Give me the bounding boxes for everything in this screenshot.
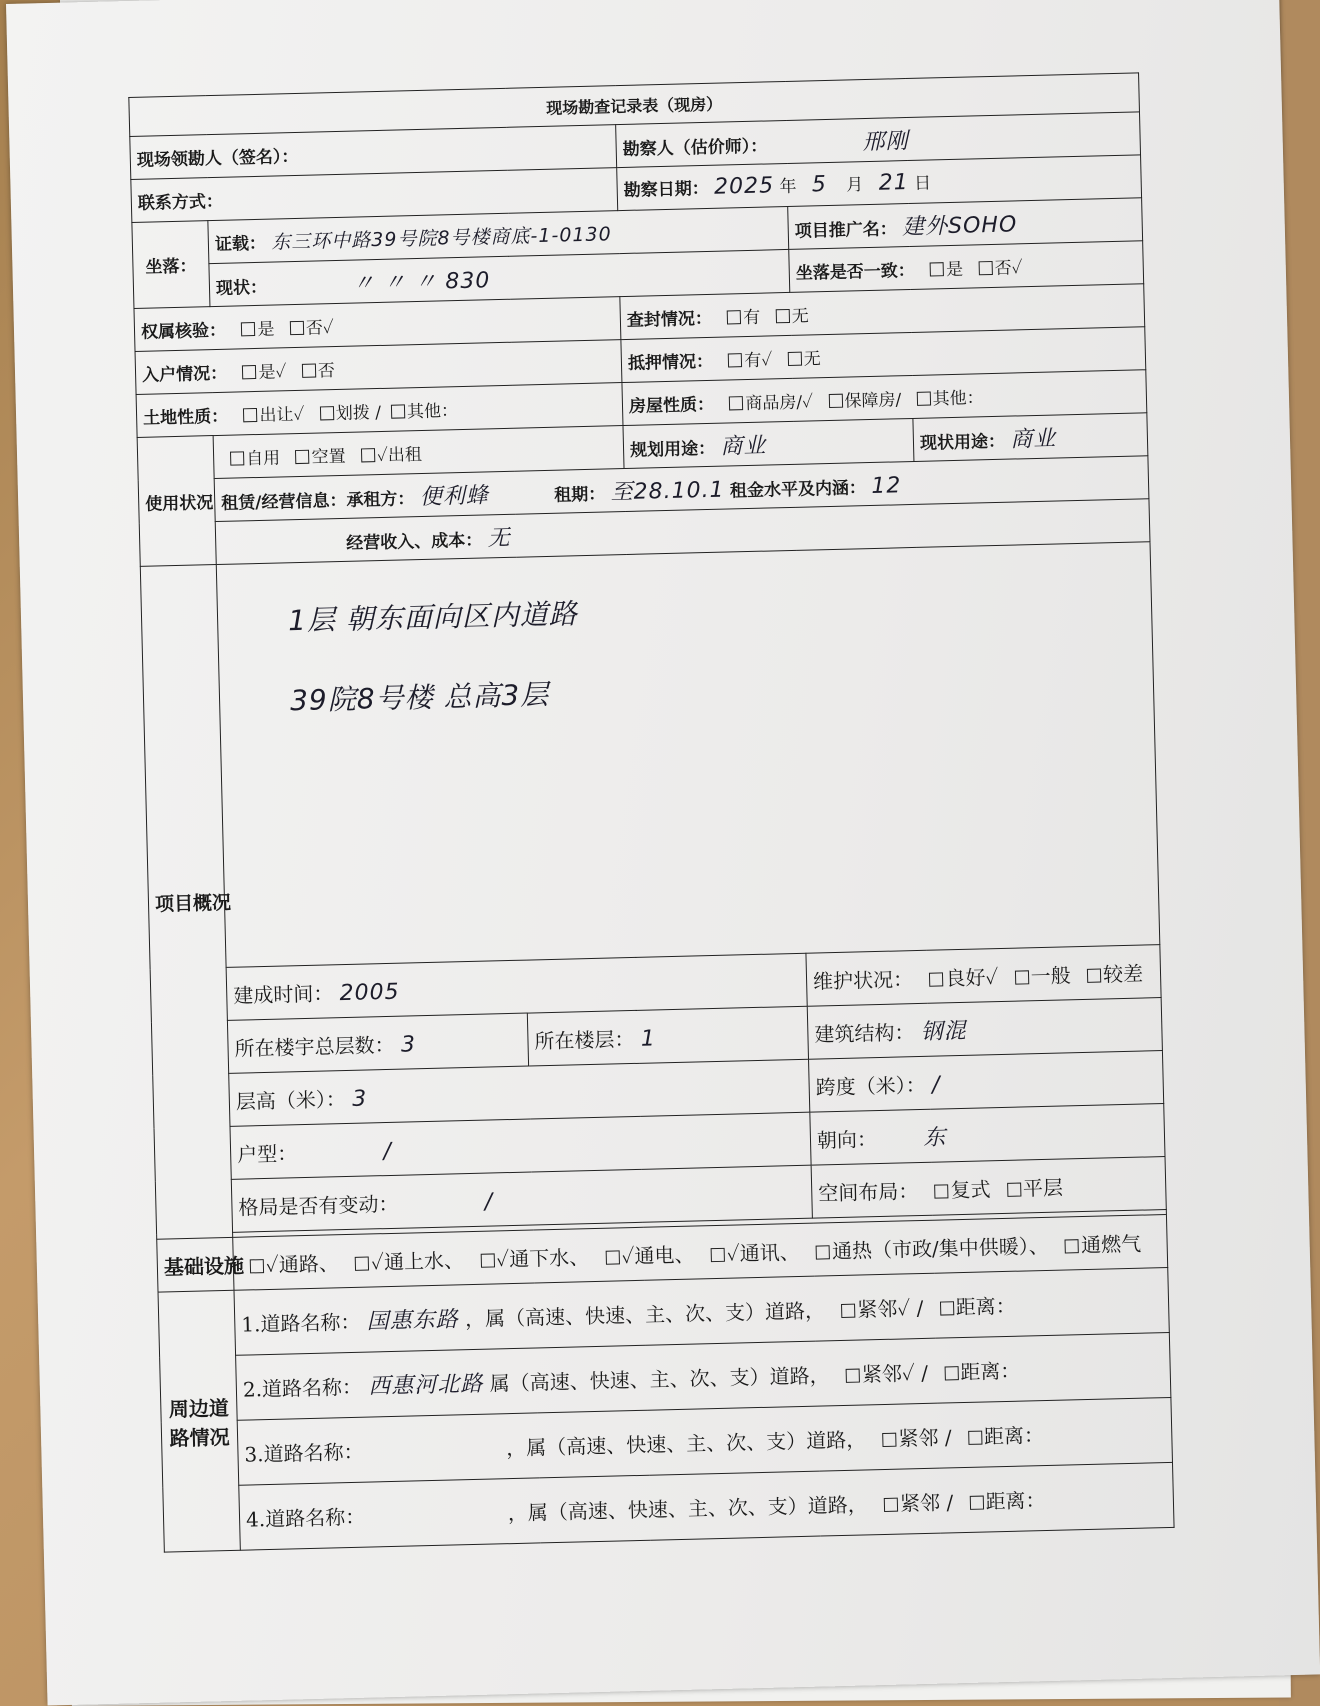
actual-use-field[interactable] bbox=[913, 413, 1148, 462]
seal-no-checkbox[interactable] bbox=[775, 308, 789, 322]
actual-value: 〃 〃 〃 830 bbox=[352, 267, 491, 297]
overview-line-1: 1层 朝东面向区内道路 bbox=[287, 597, 579, 638]
road-3-distance-checkbox[interactable] bbox=[968, 1430, 982, 1444]
road-1-adjacent-checkbox[interactable] bbox=[841, 1303, 855, 1317]
road-4-distance-checkbox[interactable] bbox=[969, 1495, 983, 1509]
day-unit: 日 bbox=[913, 173, 932, 194]
check-mark-icon: ✓ bbox=[801, 391, 814, 413]
road-3-adjacent-checkbox[interactable] bbox=[882, 1432, 896, 1446]
seal-label: 查封情况： bbox=[626, 308, 713, 331]
space-layout-field bbox=[811, 1157, 1166, 1219]
infra-telecom-label: 通讯、 bbox=[739, 1239, 800, 1265]
road-1-num: 1. bbox=[241, 1311, 261, 1337]
infra-road-label: 通路、 bbox=[278, 1250, 340, 1277]
overview-label: 项目概况 bbox=[140, 565, 232, 1240]
maint-normal-label: 一般 bbox=[1030, 962, 1071, 988]
road-2-name-label: 道路名称： bbox=[261, 1374, 363, 1401]
house-opt3-label: 其他： bbox=[932, 387, 984, 409]
road-4-adjacent-checkbox[interactable] bbox=[884, 1497, 898, 1511]
lease-label: 租赁/经营信息：承租方： bbox=[221, 488, 415, 514]
orientation-field[interactable] bbox=[810, 1104, 1165, 1166]
road-4-name-label: 道路名称： bbox=[264, 1504, 366, 1531]
orient-label: 朝向： bbox=[816, 1126, 878, 1153]
usage-vacant-label: 空置 bbox=[311, 446, 346, 468]
road-3-num: 3. bbox=[244, 1441, 264, 1467]
total-floors-field[interactable] bbox=[227, 1013, 528, 1073]
rent-value: 12 bbox=[870, 472, 902, 499]
check-mark-icon: ✓ bbox=[726, 1240, 740, 1266]
orient-value: 东 bbox=[923, 1124, 947, 1151]
seal-yes-label: 有 bbox=[743, 307, 761, 328]
house-opt2-checkbox[interactable] bbox=[828, 393, 842, 407]
contact-label: 联系方式： bbox=[137, 191, 224, 214]
mortgage-yes-checkbox[interactable] bbox=[728, 353, 742, 367]
entry-no-checkbox[interactable] bbox=[302, 363, 316, 377]
house-opt3-checkbox[interactable] bbox=[916, 391, 930, 405]
leader-label: 现场领勘人（签名）： bbox=[136, 146, 299, 171]
road-2-belong: 属（高速、快速、主、次、支）道路， bbox=[489, 1362, 830, 1396]
surveyor-label: 勘察人（估价师）： bbox=[622, 135, 768, 160]
road-2-adjacent-checkbox[interactable] bbox=[846, 1368, 860, 1382]
check-mark-icon: ✓ bbox=[370, 1249, 385, 1274]
structure-field[interactable] bbox=[807, 998, 1162, 1060]
infra-drain-label: 通下水、 bbox=[508, 1244, 590, 1271]
road-4-belong: ，属（高速、快速、主、次、支）道路， bbox=[507, 1491, 869, 1525]
layout-flat-checkbox[interactable] bbox=[1007, 1182, 1021, 1196]
form-title: 现场勘查记录表（现房） bbox=[129, 73, 1140, 137]
infra-heat-label: 通热（市政/集中供暖）、 bbox=[831, 1233, 1050, 1263]
change-value: / bbox=[484, 1188, 494, 1215]
overview-notes[interactable] bbox=[216, 542, 1160, 968]
change-label: 格局是否有变动： bbox=[238, 1191, 399, 1220]
road-2-sep: / bbox=[920, 1360, 929, 1385]
road-4-name bbox=[372, 1520, 502, 1523]
entry-yes-label: 是 bbox=[258, 362, 276, 383]
span-field[interactable] bbox=[809, 1051, 1164, 1113]
road-1-belong: ，属（高速、快速、主、次、支）道路， bbox=[464, 1297, 826, 1331]
span-label: 跨度（米）： bbox=[815, 1072, 926, 1100]
actual-use-label: 现状用途： bbox=[919, 431, 1006, 454]
infra-power-checkbox[interactable] bbox=[605, 1250, 619, 1264]
project-value: 建外SOHO bbox=[901, 211, 1018, 240]
land-opt1-checkbox[interactable] bbox=[243, 407, 257, 421]
check-mark-icon: ✓ bbox=[1011, 257, 1023, 279]
mortgage-yes-label: 有 bbox=[744, 350, 762, 371]
built-label: 建成时间： bbox=[232, 980, 334, 1008]
road-1-distance-checkbox[interactable] bbox=[940, 1301, 954, 1315]
usage-rent-checkbox[interactable] bbox=[361, 448, 375, 462]
house-opt2-label: 保障房/ bbox=[844, 389, 902, 412]
road-2-distance-label: 距离： bbox=[959, 1358, 1021, 1384]
usage-self-label: 自用 bbox=[245, 447, 281, 469]
date-label: 勘察日期： bbox=[623, 178, 709, 201]
seal-no-label: 无 bbox=[791, 305, 809, 327]
infra-road-checkbox[interactable] bbox=[250, 1259, 264, 1273]
road-3-name bbox=[370, 1455, 500, 1458]
maint-good-checkbox[interactable] bbox=[929, 972, 943, 986]
maint-normal-checkbox[interactable] bbox=[1015, 970, 1029, 984]
usage-rent-label: 出租 bbox=[387, 444, 423, 466]
plan-value: 商业 bbox=[720, 433, 767, 460]
actual-label: 现状： bbox=[215, 277, 268, 299]
type-value: / bbox=[383, 1138, 393, 1164]
infra-drain-checkbox[interactable] bbox=[480, 1253, 494, 1267]
seal-yes-checkbox[interactable] bbox=[727, 310, 741, 324]
land-opt2-checkbox[interactable] bbox=[320, 406, 334, 420]
ownership-no-label: 否 bbox=[305, 317, 324, 339]
house-opt1-label: 商品房/ bbox=[745, 392, 803, 414]
layout-duplex-label: 复式 bbox=[950, 1176, 991, 1202]
check-mark-icon: ✓ bbox=[985, 964, 999, 989]
floor-value: 1 bbox=[640, 1025, 657, 1052]
check-mark-icon: ✓ bbox=[621, 1243, 635, 1268]
road-2-adjacent-label: 紧邻 bbox=[861, 1361, 903, 1386]
ownership-label: 权属核验： bbox=[140, 320, 227, 343]
infra-water-label: 通上水、 bbox=[383, 1247, 465, 1274]
form-table bbox=[128, 72, 1174, 1552]
span-value: / bbox=[931, 1071, 941, 1098]
consistent-no-label: 否 bbox=[994, 258, 1012, 279]
ownership-no-checkbox[interactable] bbox=[290, 320, 304, 334]
height-label: 层高（米）： bbox=[235, 1086, 347, 1114]
survey-sheet bbox=[6, 0, 1320, 1705]
layout-label: 空间布局： bbox=[817, 1178, 919, 1206]
infra-label: 基础设施 bbox=[157, 1237, 234, 1292]
house-label: 房屋性质： bbox=[628, 394, 715, 417]
road-1-sep: / bbox=[916, 1295, 924, 1320]
consistent-label: 坐落是否一致： bbox=[795, 260, 916, 284]
maint-label: 维护状况： bbox=[812, 966, 914, 994]
infra-power-label: 通电、 bbox=[634, 1242, 695, 1268]
infra-gas-checkbox[interactable] bbox=[1065, 1239, 1079, 1253]
road-3-sep: / bbox=[944, 1424, 952, 1449]
check-mark-icon: ✓ bbox=[496, 1246, 510, 1271]
struct-value: 钢混 bbox=[920, 1018, 968, 1045]
month-unit: 月 bbox=[846, 175, 864, 196]
land-nature-field: 土地性质： 出让✓ 划拨 / 其他： bbox=[136, 383, 623, 438]
road-3-distance-label: 距离： bbox=[983, 1422, 1045, 1449]
built-value: 2005 bbox=[339, 979, 400, 1006]
land-label: 土地性质： bbox=[142, 406, 229, 429]
term-label: 租期： bbox=[553, 484, 606, 506]
consistent-yes-checkbox[interactable] bbox=[930, 262, 944, 276]
road-1-distance-label: 距离： bbox=[955, 1293, 1016, 1319]
road-4-sep: / bbox=[946, 1489, 954, 1514]
house-opt1-checkbox[interactable] bbox=[729, 396, 743, 410]
check-mark-icon: ✓ bbox=[897, 1295, 911, 1321]
land-opt3-checkbox[interactable] bbox=[391, 404, 405, 418]
layout-duplex-checkbox[interactable] bbox=[934, 1184, 948, 1198]
year-unit: 年 bbox=[779, 176, 797, 198]
infra-water-checkbox[interactable] bbox=[355, 1256, 369, 1270]
roads-label: 周边道路情况 bbox=[158, 1290, 240, 1552]
entry-yes-checkbox[interactable] bbox=[242, 364, 256, 378]
road-4-num: 4. bbox=[245, 1506, 266, 1532]
infra-heat-checkbox[interactable] bbox=[816, 1245, 830, 1259]
maintenance-field bbox=[806, 945, 1161, 1007]
overview-line-2: 39院8号楼 总高3层 bbox=[289, 677, 550, 718]
maint-good-label: 良好 bbox=[945, 964, 986, 990]
floors-label: 所在楼宇总层数： bbox=[234, 1032, 395, 1061]
location-label: 坐落： bbox=[132, 221, 210, 309]
road-3-adjacent-label: 紧邻 bbox=[898, 1425, 939, 1451]
mortgage-no-checkbox[interactable] bbox=[788, 351, 802, 365]
check-mark-icon: ✓ bbox=[322, 317, 335, 338]
usage-vacant-checkbox[interactable] bbox=[295, 449, 309, 463]
term-value: 至28.10.1 bbox=[610, 477, 725, 505]
survey-form bbox=[128, 72, 1173, 1552]
check-mark-icon: ✓ bbox=[265, 1252, 280, 1277]
land-opt3-label: 其他： bbox=[406, 400, 459, 422]
mortgage-label: 抵押情况： bbox=[627, 351, 714, 374]
usage-self-checkbox[interactable] bbox=[230, 451, 244, 465]
road-3-belong: ，属（高速、快速、主、次、支）道路， bbox=[505, 1426, 867, 1460]
entry-no-label: 否 bbox=[317, 360, 336, 381]
usage-label: 使用状况 bbox=[137, 436, 216, 567]
mortgage-no-label: 无 bbox=[803, 348, 821, 370]
check-mark-icon: ✓ bbox=[901, 1360, 916, 1386]
entry-label: 入户情况： bbox=[141, 363, 228, 386]
date-day: 21 bbox=[878, 170, 909, 196]
road-1-name: 国惠东路 bbox=[366, 1306, 460, 1335]
income-value: 无 bbox=[487, 525, 511, 551]
plan-label: 规划用途： bbox=[629, 438, 716, 461]
road-2-name: 西惠河北路 bbox=[368, 1371, 484, 1400]
maint-poor-checkbox[interactable] bbox=[1087, 968, 1101, 982]
surveyor-signature: 邢刚 bbox=[862, 128, 909, 155]
check-mark-icon: ✓ bbox=[275, 361, 287, 383]
ownership-yes-label: 是 bbox=[257, 319, 275, 340]
plan-use-field[interactable] bbox=[623, 418, 914, 468]
floors-value: 3 bbox=[400, 1031, 417, 1058]
date-month: 5 bbox=[811, 172, 828, 198]
struct-label: 建筑结构： bbox=[814, 1019, 915, 1047]
floor-label: 所在楼层： bbox=[534, 1026, 635, 1053]
check-mark-icon: ✓ bbox=[376, 445, 389, 466]
road-1-name-label: 道路名称： bbox=[260, 1309, 361, 1336]
infra-gas-label: 通燃气 bbox=[1080, 1231, 1142, 1257]
road-4-adjacent-label: 紧邻 bbox=[899, 1490, 941, 1516]
cert-label: 证载： bbox=[214, 233, 267, 255]
land-opt2-label: 划拨 bbox=[335, 402, 371, 424]
income-label: 经营收入、成本： bbox=[346, 530, 483, 554]
rent-label: 租金水平及内涵： bbox=[729, 477, 867, 501]
road-1-adjacent-label: 紧邻 bbox=[857, 1296, 898, 1322]
road-3-name-label: 道路名称： bbox=[263, 1439, 364, 1466]
maint-poor-label: 较差 bbox=[1102, 961, 1144, 986]
check-mark-icon: ✓ bbox=[293, 404, 305, 425]
floor-field[interactable] bbox=[527, 1006, 808, 1066]
actual-use-value: 商业 bbox=[1010, 425, 1057, 453]
land-opt1-label: 出让 bbox=[259, 404, 294, 426]
date-year: 2025 bbox=[713, 173, 775, 200]
height-value: 3 bbox=[351, 1086, 368, 1112]
project-label: 项目推广名： bbox=[794, 218, 898, 242]
ownership-yes-checkbox[interactable] bbox=[241, 322, 255, 336]
road-2-distance-checkbox[interactable] bbox=[944, 1366, 958, 1380]
consistent-no-checkbox[interactable] bbox=[978, 260, 992, 274]
type-label: 户型： bbox=[236, 1140, 298, 1167]
infra-telecom-checkbox[interactable] bbox=[711, 1247, 725, 1261]
check-mark-icon: ✓ bbox=[761, 349, 773, 371]
layout-flat-label: 平层 bbox=[1022, 1175, 1064, 1201]
lessee-value: 便利蜂 bbox=[419, 482, 490, 510]
road-4-distance-label: 距离： bbox=[985, 1487, 1046, 1514]
consistent-yes-label: 是 bbox=[945, 259, 964, 280]
road-2-num: 2. bbox=[242, 1376, 263, 1402]
cert-value: 东三环中路39号院8号楼商底-1-0130 bbox=[271, 222, 612, 254]
